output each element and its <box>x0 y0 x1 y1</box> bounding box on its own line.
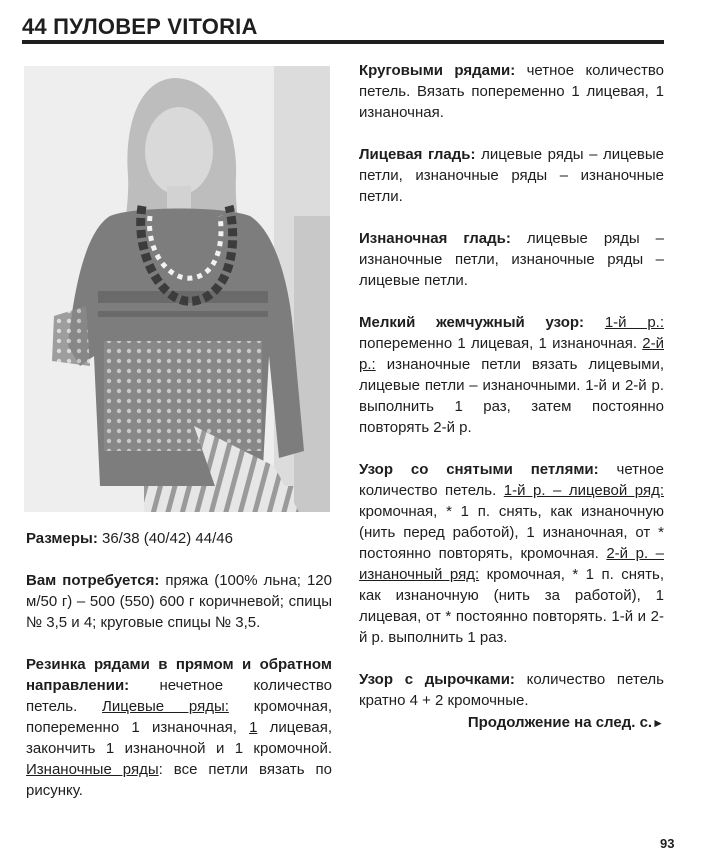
reverse-label: Изнаночная гладь: <box>359 230 511 247</box>
eyelet-text: количество петель кратно 4 + 2 кромочные. <box>359 671 664 709</box>
seed-underline-1: 1-й р.: <box>604 314 664 331</box>
slipped-text-3: кромочная, * 1 п. снять, как изнаночную (нить за работой), 1 лицевая, от * постоянно повторять. 1-й и 2-й р. выполнить 1 раз. <box>359 566 664 646</box>
title-rule <box>22 40 664 44</box>
page-number: 93 <box>660 836 675 851</box>
rib-round-text: четное количество петель. Вязать попеременно 1 лицевая, 1 изнаночная. <box>359 62 664 121</box>
sizes-label: Размеры: <box>26 530 98 547</box>
seed-underline-2: 2-й р.: <box>359 335 664 373</box>
slipped-text-1: четное количество петель. <box>359 461 664 499</box>
reverse-paragraph <box>359 228 664 291</box>
rib-underline-3: Изнаночные ряды <box>26 761 159 778</box>
slipped-paragraph <box>359 459 664 648</box>
left-column <box>26 528 332 801</box>
slipped-text-2: кромочная, * 1 п. снять, как изнаночную (нить перед работой), 1 изнаночная, от * постоянно повторять, кромочная. <box>359 503 664 562</box>
arrow-right-icon: ► <box>652 716 664 730</box>
materials-value: пряжа (100% льна; 120 м/50 г) – 500 (550) 600 г коричневой; спицы № 3,5 и 4; круговые спицы № 3,5. <box>26 572 332 631</box>
reverse-text: лицевые ряды – изнаночные петли, изнаночные ряды – лицевые петли. <box>359 230 664 289</box>
materials-label: Вам потребуется: <box>26 572 160 589</box>
continued-note <box>359 712 664 734</box>
stockinette-paragraph <box>359 144 664 207</box>
right-column <box>359 60 664 734</box>
rib-text-4: : все петли вязать по рисунку. <box>26 761 332 799</box>
rib-round-label: Круговыми рядами: <box>359 62 516 79</box>
rib-paragraph <box>26 654 332 801</box>
seed-label: Мелкий жемчужный узор: <box>359 314 585 331</box>
page-title: 44 ПУЛОВЕР VITORIA <box>22 14 258 39</box>
rib-text-1: нечетное количество петель. <box>26 677 332 715</box>
seed-text-2: изнаночные петли вязать лицевыми, лицевые петли – изнаночными. 1-й и 2-й р. выполнить 1 раз, затем постоянно повторять 2-й р. <box>359 356 665 436</box>
rib-underline-2: 1 <box>249 719 258 736</box>
rib-label: Резинка рядами в прямом и обратном направлении: <box>26 656 332 694</box>
continued-text: Продолжение на след. с. <box>467 714 653 731</box>
stockinette-label: Лицевая гладь: <box>359 146 476 163</box>
slipped-underline-1: 1-й р. – лицевой ряд: <box>503 482 664 499</box>
stockinette-text: лицевые ряды – лицевые петли, изнаночные ряды – изнаночные петли. <box>359 146 665 205</box>
rib-underline-1: Лицевые ряды: <box>102 698 229 715</box>
materials-paragraph <box>26 570 332 633</box>
rib-text-2: кромочная, попеременно 1 изнаночная, <box>26 698 333 736</box>
slipped-underline-2: 2-й р. – изнаночный ряд: <box>359 545 665 583</box>
rib-round-paragraph <box>359 60 664 123</box>
seed-paragraph <box>359 312 664 438</box>
sizes-value: 36/38 (40/42) 44/46 <box>102 530 233 547</box>
seed-text-1: попеременно 1 лицевая, 1 изнаночная. <box>359 335 638 352</box>
eyelet-paragraph <box>359 669 664 711</box>
sizes-paragraph <box>26 528 332 549</box>
slipped-label: Узор со снятыми петлями: <box>359 461 599 478</box>
eyelet-label: Узор с дырочками: <box>359 671 515 688</box>
model-photo <box>24 66 330 512</box>
rib-text-3: лицевая, закончить 1 изнаночной и 1 кромочной. <box>26 719 332 757</box>
